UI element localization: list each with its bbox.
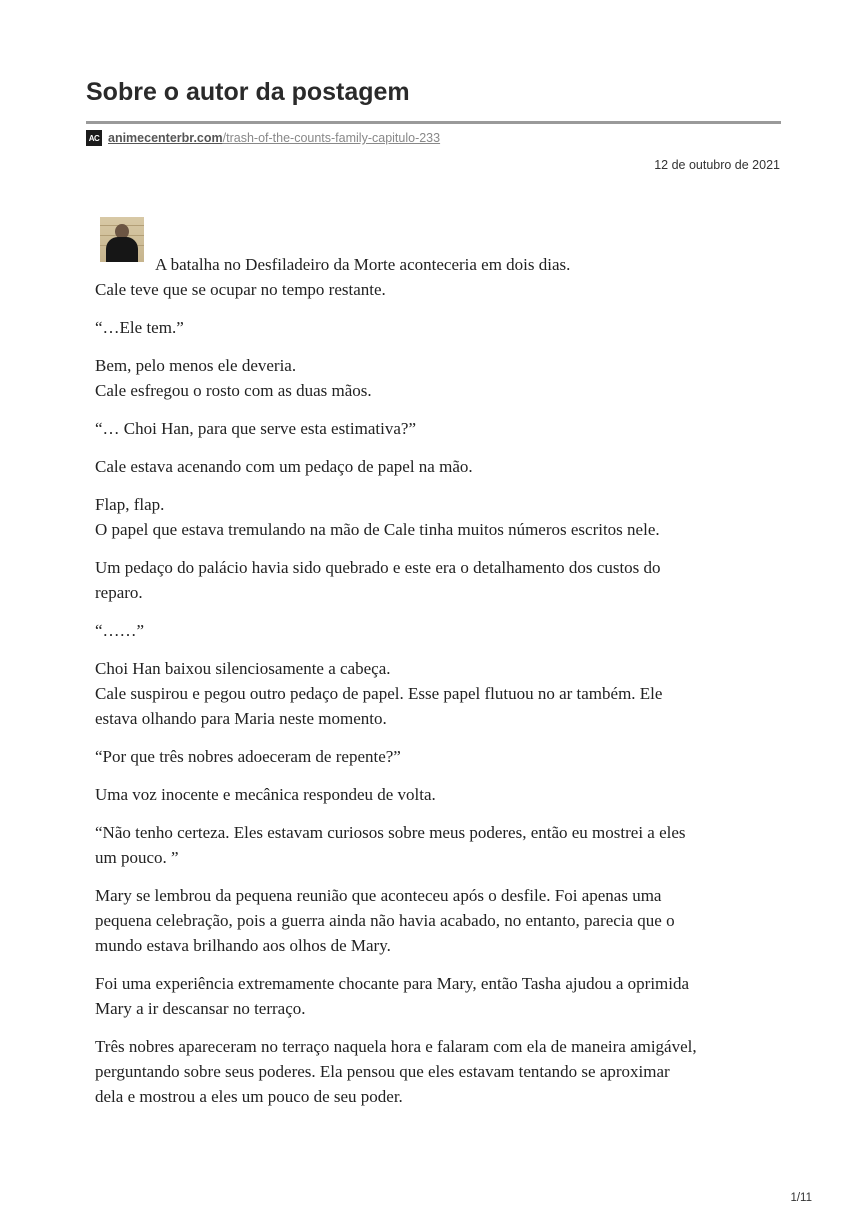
title-divider — [86, 121, 781, 124]
page-number: 1/11 — [790, 1192, 812, 1204]
paragraph-line: Mary a ir descansar no terraço. — [95, 999, 306, 1018]
paragraph-line: estava olhando para Maria neste momento. — [95, 709, 387, 728]
article-body — [95, 252, 785, 1122]
source-link[interactable] — [86, 130, 440, 146]
site-favicon-icon: AC — [86, 130, 102, 146]
paragraph-line: Bem, pelo menos ele deveria. — [95, 356, 297, 375]
article-paragraph — [95, 555, 785, 605]
article-paragraph — [95, 492, 785, 542]
publish-date: 12 de outubro de 2021 — [654, 158, 780, 172]
paragraph-line: Cale teve que se ocupar no tempo restante. — [95, 280, 386, 299]
paragraph-line: pequena celebração, pois a guerra ainda não havia acabado, no entanto, parecia que o — [95, 911, 675, 930]
paragraph-line: Uma voz inocente e mecânica respondeu de volta. — [95, 785, 436, 804]
article-paragraph — [95, 1034, 785, 1109]
article-paragraph — [95, 618, 785, 643]
source-domain-link[interactable]: animecenterbr.com — [108, 131, 223, 145]
article-paragraph — [95, 820, 785, 870]
paragraph-line: um pouco. ” — [95, 848, 179, 867]
article-paragraph — [95, 782, 785, 807]
paragraph-line: reparo. — [95, 583, 143, 602]
paragraph-line: “…Ele tem.” — [95, 318, 184, 337]
paragraph-line: Cale estava acenando com um pedaço de papel na mão. — [95, 457, 473, 476]
article-paragraph — [95, 416, 785, 441]
paragraph-line: O papel que estava tremulando na mão de Cale tinha muitos números escritos nele. — [95, 520, 660, 539]
article-paragraph — [95, 315, 785, 340]
source-path-link[interactable]: /trash-of-the-counts-family-capitulo-233 — [222, 131, 441, 145]
paragraph-line: A batalha no Desfiladeiro da Morte aconteceria em dois dias. — [155, 255, 571, 274]
article-paragraph — [95, 744, 785, 769]
paragraph-line: Cale suspirou e pegou outro pedaço de papel. Esse papel flutuou no ar também. Ele — [95, 684, 663, 703]
paragraph-line: dela e mostrou a eles um pouco de seu poder. — [95, 1087, 403, 1106]
article-paragraph — [95, 883, 785, 958]
paragraph-line: Um pedaço do palácio havia sido quebrado e este era o detalhamento dos custos do — [95, 558, 661, 577]
article-paragraph — [95, 454, 785, 479]
paragraph-line: Mary se lembrou da pequena reunião que aconteceu após o desfile. Foi apenas uma — [95, 886, 662, 905]
article-paragraph — [95, 656, 785, 731]
paragraph-line: Cale esfregou o rosto com as duas mãos. — [95, 381, 372, 400]
paragraph-line: “… Choi Han, para que serve esta estimativa?” — [95, 419, 416, 438]
paragraph-line: perguntando sobre seus poderes. Ela pensou que eles estavam tentando se aproximar — [95, 1062, 670, 1081]
page-title: Sobre o autor da postagem — [86, 78, 410, 106]
paragraph-line: “……” — [95, 621, 145, 640]
article-paragraph — [95, 353, 785, 403]
article-paragraph — [95, 971, 785, 1021]
paragraph-line: Choi Han baixou silenciosamente a cabeça. — [95, 659, 391, 678]
article-paragraph — [95, 252, 785, 302]
paragraph-line: “Não tenho certeza. Eles estavam curiosos sobre meus poderes, então eu mostrei a eles — [95, 823, 686, 842]
paragraph-line: “Por que três nobres adoeceram de repente?” — [95, 747, 401, 766]
paragraph-line: Foi uma experiência extremamente chocante para Mary, então Tasha ajudou a oprimida — [95, 974, 690, 993]
paragraph-line: Flap, flap. — [95, 495, 165, 514]
paragraph-line: mundo estava brilhando aos olhos de Mary. — [95, 936, 391, 955]
paragraph-line: Três nobres apareceram no terraço naquela hora e falaram com ela de maneira amigável, — [95, 1037, 697, 1056]
